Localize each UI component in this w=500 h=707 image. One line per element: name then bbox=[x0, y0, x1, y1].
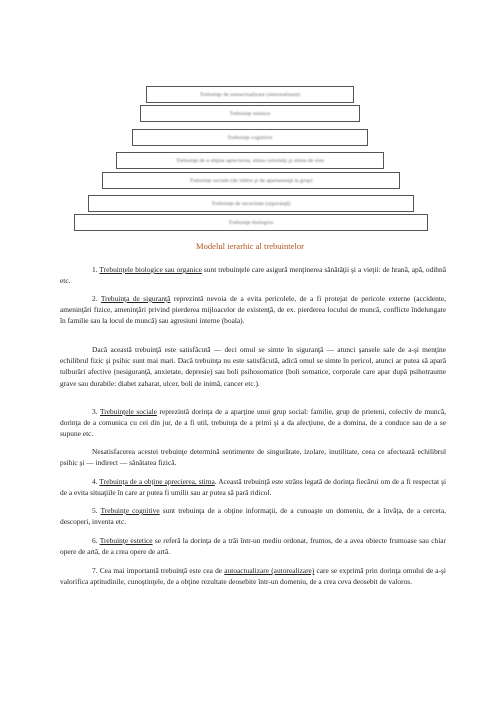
paragraph-safety-needs bbox=[60, 293, 446, 327]
tier-label: Trebuinţe de autoactualizare (autorealizare) bbox=[199, 91, 301, 98]
paragraph-text: reprezintă dorinţa de a aparţine unui grup social: familie, grup de prieteni, colectiv de muncă, dorinţa de a comunica cu cei din jur, de a fi util, trebuinţa de a primi şi a da afecţiune, de a domina, de a conduce sau de a se supune etc. bbox=[60, 407, 446, 439]
tier-label: Trebuinţe cognitive bbox=[227, 134, 273, 141]
paragraph-esteem-needs bbox=[60, 476, 446, 498]
list-number: 3. bbox=[92, 407, 101, 416]
list-number: 4. bbox=[92, 477, 100, 486]
paragraph-cognitive-needs bbox=[60, 505, 446, 527]
paragraph-text: sunt trebuinţele care asigură menţinerea sănătăţii şi a vieţii: de hrană, apă, odihnă etc. bbox=[60, 265, 446, 286]
pyramid-tier-esteem bbox=[116, 152, 384, 169]
paragraph-text: . Această trebuinţă este strâns legată de dorinţa fiecărui om de a fi respectat şi de a evita situaţiile în care ar putea fi umilit sau ar putea să pară ridicol. bbox=[60, 477, 447, 498]
term-cognitive: Trebuinţe cognitive bbox=[100, 506, 160, 515]
tier-label: Trebuinţe sociale (de iubire şi de apartenenţă la grup) bbox=[189, 177, 313, 184]
paragraph-aesthetic-needs bbox=[60, 535, 446, 557]
list-number: 6. bbox=[92, 536, 100, 545]
term-biological: Trebuinţele biologice sau organice bbox=[99, 265, 202, 274]
paragraph-text: 7. Cea mai importantă trebuinţă este cea de bbox=[92, 566, 225, 575]
pyramid-tier-aesthetic bbox=[140, 105, 360, 122]
tier-label: Trebuinţe de a obţine aprecierea, stima celorlalţi şi stima de sine bbox=[175, 157, 325, 164]
paragraph-self-actualization bbox=[60, 565, 446, 587]
pyramid-tier-biological bbox=[74, 214, 428, 231]
pyramid-tier-social bbox=[102, 172, 400, 189]
paragraph-text: care se exprimă prin dorinţa omului de a-şi valorifica aptitudinile, cunoştinţele, de a obţine rezultate deosebite într-un domeniu, de a crea ceva deosebit de valoros. bbox=[60, 566, 446, 587]
term-social: Trebuinţele sociale bbox=[100, 407, 157, 416]
tier-label: Trebuinţe de securitate (siguranţă) bbox=[211, 200, 291, 207]
paragraph-social-consequences: Nesatisfacerea acestei trebuinţe determină sentimente de singurătate, izolare, inutilitate, ceea ce afectează echilibrul psihic şi — indirect — sănătatea fizică. bbox=[60, 447, 446, 468]
list-number: 2. bbox=[92, 294, 101, 303]
tier-label: Trebuinţe estetice bbox=[229, 110, 271, 117]
tier-label: Trebuinţe biologice bbox=[228, 219, 274, 226]
pyramid-tier-self-actualization bbox=[146, 86, 354, 103]
term-self-actualization: autoactualizare (autorealizare) bbox=[224, 566, 315, 575]
hierarchy-pyramid-diagram bbox=[0, 0, 500, 240]
paragraph-social-needs bbox=[60, 406, 446, 440]
list-number: 1. bbox=[92, 265, 100, 274]
term-aesthetic: Trebuinţe estetice bbox=[99, 536, 153, 545]
diagram-caption: Modelul ierarhic al trebuintelor bbox=[195, 241, 305, 251]
paragraph-text: sunt trebuinţa de a obţine informaţii, de a cunoaşte un domeniu, de a învăţa, de a cerceta, descoperi, inventa etc. bbox=[60, 506, 446, 527]
paragraph-safety-consequences: Dacă această trebuinţă este satisfăcută — deci omul se simte în siguranţă — atunci şansele sale de a-şi menţine echilibrul fizic şi psihic sunt mai mari. Dacă trebuinţa nu este satisfăcută, adică omul se simte în pericol, atunci ar putea să apară tulburări afective (nesiguranţă, anxietate, depresie) sau boli psihosomatice (boli somatice, corporale care apar după psihotraume grave sau durabile: diabet zaharat, ulcer, boli de inimă, cancer etc.). bbox=[60, 345, 446, 388]
term-esteem: Trebuinţa de a obţine aprecierea, stima bbox=[99, 477, 215, 486]
pyramid-tier-cognitive bbox=[132, 129, 368, 146]
paragraph-text: reprezintă nevoia de a evita pericolele, de a fi protejat de pericole externe (accidente, ameninţări fizice, ameninţări privind pierderea mijloacelor de existenţă, de ex. pierderea locului de muncă, conflicte îndelungate în familie sau la locul de muncă) sau agresiuni interne (boala). bbox=[60, 294, 446, 326]
term-safety: Trebuinţa de siguranţă bbox=[100, 294, 171, 303]
list-number: 5. bbox=[92, 506, 101, 515]
pyramid-tier-safety bbox=[88, 195, 414, 212]
paragraph-text: se referă la dorinţa de a trăi într-un mediu ordonat, frumos, de a avea obiecte frumoase sau chiar opere de artă, de a crea opere de artă. bbox=[60, 536, 446, 557]
paragraph-biological-needs bbox=[60, 264, 446, 286]
